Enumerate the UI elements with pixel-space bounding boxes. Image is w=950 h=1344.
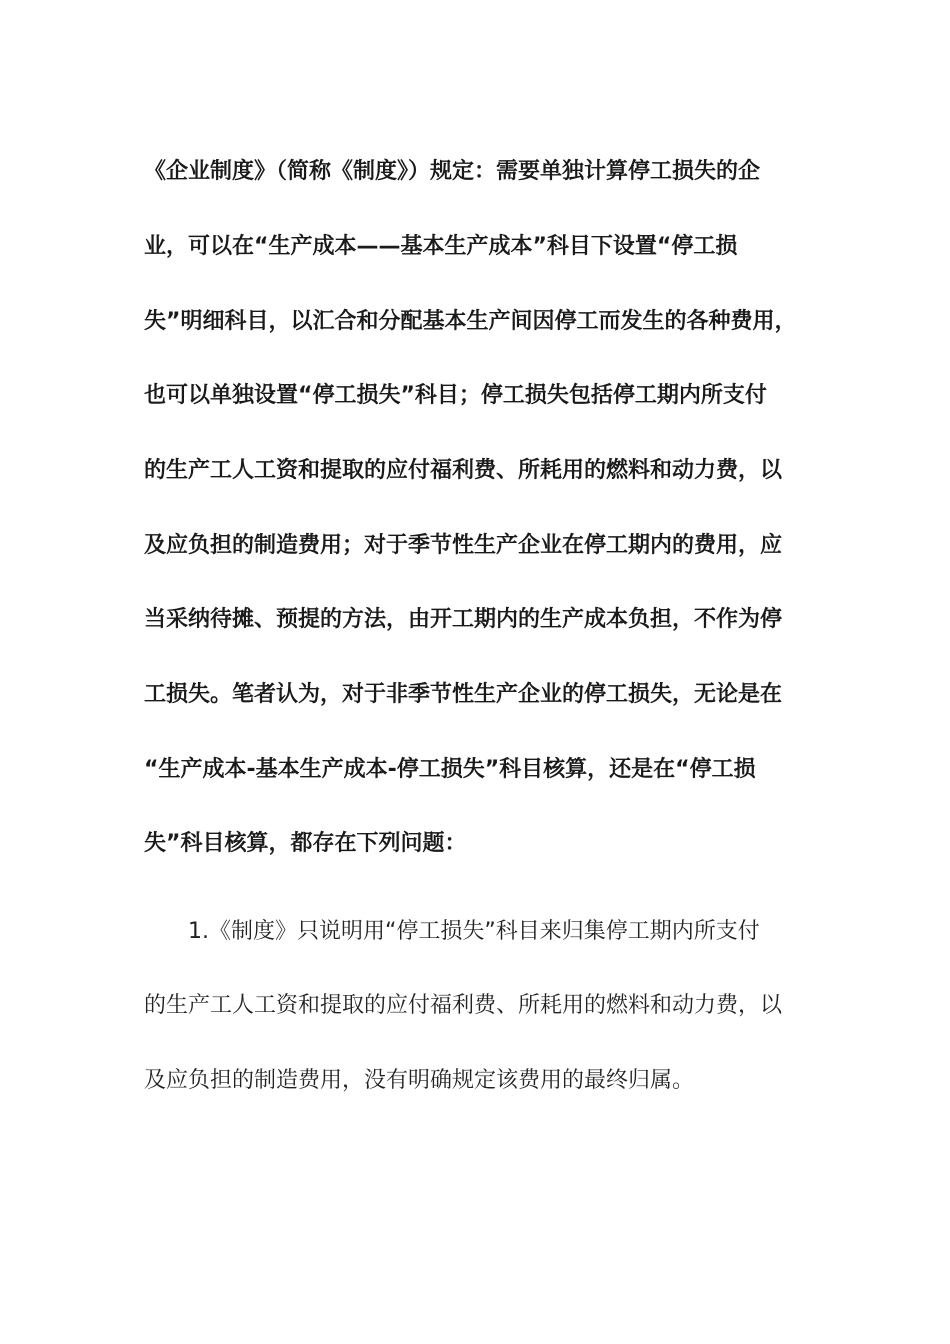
text-line: 失”明细科目，以汇合和分配基本生产间因停工而发生的各种费用，	[144, 309, 797, 334]
text-line: 《企业制度》（简称《制度》）规定：需要单独计算停工损失的企	[144, 159, 761, 184]
text-line: 也可以单独设置“停工损失”科目；停工损失包括停工期内所支付	[144, 383, 767, 408]
text-line: 失”科目核算，都存在下列问题：	[144, 831, 467, 856]
text-line: 工损失。笔者认为，对于非季节性生产企业的停工损失，无论是在	[144, 682, 783, 707]
text-line: 及应负担的制造费用，没有明确规定该费用的最终归属。	[144, 1068, 695, 1093]
text-line: 的生产工人工资和提取的应付福利费、所耗用的燃料和动力费，以	[144, 993, 783, 1018]
text-line: 1.《制度》只说明用“停工损失”科目来归集停工期内所支付	[188, 919, 760, 944]
text-line: 的生产工人工资和提取的应付福利费、所耗用的燃料和动力费，以	[144, 458, 783, 483]
text-line: 当采纳待摊、预提的方法，由开工期内的生产成本负担，不作为停	[144, 607, 783, 632]
text-line: 及应负担的制造费用；对于季节性生产企业在停工期内的费用，应	[144, 533, 783, 558]
text-line: “生产成本-基本生产成本-停工损失”科目核算，还是在“停工损	[144, 757, 756, 782]
text-line: 业，可以在“生产成本——基本生产成本”科目下设置“停工损	[144, 234, 738, 259]
